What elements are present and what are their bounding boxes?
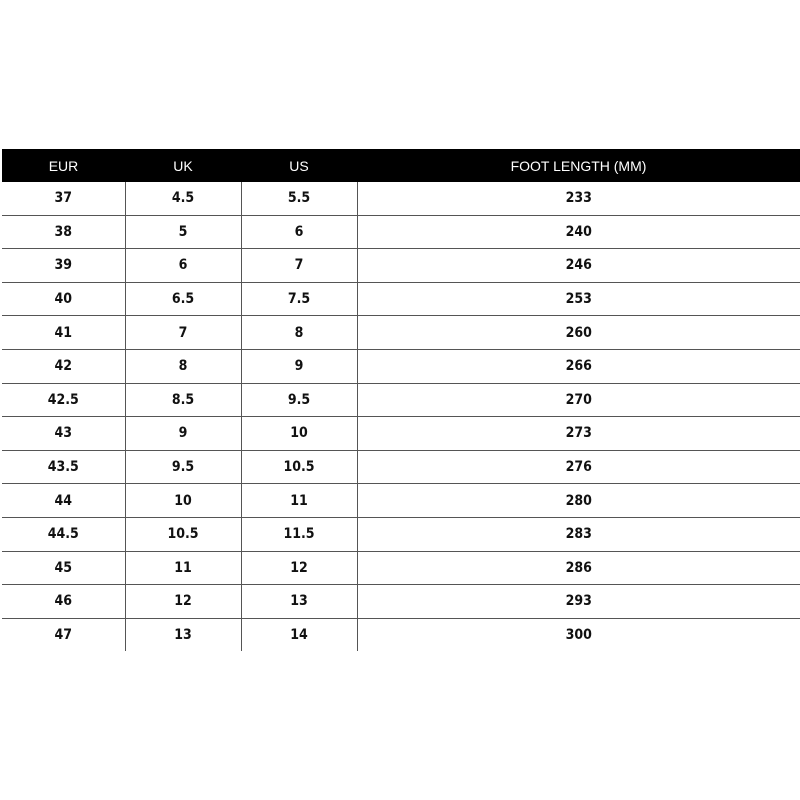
table-row xyxy=(2,618,800,651)
eur-cell: 43.5 xyxy=(2,450,125,484)
us-cell: 8 xyxy=(241,316,357,350)
eur-cell: 40 xyxy=(2,282,125,316)
table-row xyxy=(2,517,800,551)
table-body xyxy=(2,182,800,651)
us-cell: 9.5 xyxy=(241,383,357,417)
uk-cell: 11 xyxy=(125,551,241,585)
uk-cell: 6.5 xyxy=(125,282,241,316)
uk-cell: 13 xyxy=(125,618,241,651)
foot-length-cell: 300 xyxy=(357,618,800,651)
header-uk: UK xyxy=(125,149,241,182)
table-row xyxy=(2,585,800,619)
uk-cell: 8.5 xyxy=(125,383,241,417)
us-cell: 9 xyxy=(241,349,357,383)
foot-length-cell: 283 xyxy=(357,517,800,551)
eur-cell: 41 xyxy=(2,316,125,350)
foot-length-cell: 293 xyxy=(357,585,800,619)
eur-cell: 39 xyxy=(2,249,125,283)
us-cell: 13 xyxy=(241,585,357,619)
us-cell: 11 xyxy=(241,484,357,518)
uk-cell: 9 xyxy=(125,417,241,451)
us-cell: 6 xyxy=(241,215,357,249)
header-eur: EUR xyxy=(2,149,125,182)
eur-cell: 46 xyxy=(2,585,125,619)
us-cell: 10 xyxy=(241,417,357,451)
foot-length-cell: 266 xyxy=(357,349,800,383)
eur-cell: 47 xyxy=(54,627,73,644)
foot-length-cell: 253 xyxy=(357,282,800,316)
header-row xyxy=(2,149,800,182)
us-cell: 10.5 xyxy=(241,450,357,484)
table-row xyxy=(2,316,800,350)
uk-cell: 6 xyxy=(125,249,241,283)
foot-length-cell: 233 xyxy=(357,182,800,215)
us-cell: 14 xyxy=(241,618,357,651)
header-foot-length: FOOT LENGTH (MM) xyxy=(357,149,800,182)
foot-length-cell: 276 xyxy=(357,450,800,484)
uk-cell: 12 xyxy=(125,585,241,619)
table-row xyxy=(2,551,800,585)
table-row xyxy=(2,484,800,518)
eur-cell: 42 xyxy=(2,349,125,383)
table-header xyxy=(2,149,800,182)
uk-cell: 4.5 xyxy=(125,182,241,215)
table-row xyxy=(2,282,800,316)
table-row xyxy=(2,450,800,484)
uk-cell: 10 xyxy=(125,484,241,518)
table-row xyxy=(2,349,800,383)
size-chart-table xyxy=(2,149,800,651)
uk-cell: 8 xyxy=(125,349,241,383)
uk-cell: 9.5 xyxy=(125,450,241,484)
foot-length-cell: 270 xyxy=(357,383,800,417)
table-row xyxy=(2,383,800,417)
table-row xyxy=(2,417,800,451)
uk-cell: 5 xyxy=(125,215,241,249)
eur-cell: 44.5 xyxy=(2,517,125,551)
foot-length-cell: 246 xyxy=(357,249,800,283)
uk-cell: 10.5 xyxy=(125,517,241,551)
uk-cell: 7 xyxy=(125,316,241,350)
eur-cell: 38 xyxy=(2,215,125,249)
table-row xyxy=(2,215,800,249)
eur-cell: 44 xyxy=(2,484,125,518)
foot-length-cell: 260 xyxy=(357,316,800,350)
eur-cell: 37 xyxy=(2,182,125,215)
foot-length-cell: 273 xyxy=(357,417,800,451)
foot-length-cell: 240 xyxy=(357,215,800,249)
table-row xyxy=(2,182,800,215)
eur-cell: 43 xyxy=(2,417,125,451)
us-cell: 12 xyxy=(241,551,357,585)
us-cell: 5.5 xyxy=(241,182,357,215)
eur-cell: 42.5 xyxy=(2,383,125,417)
table-row xyxy=(2,249,800,283)
us-cell: 7.5 xyxy=(241,282,357,316)
eur-cell: 45 xyxy=(2,551,125,585)
header-us: US xyxy=(241,149,357,182)
us-cell: 7 xyxy=(241,249,357,283)
foot-length-cell: 286 xyxy=(357,551,800,585)
us-cell: 11.5 xyxy=(241,517,357,551)
foot-length-cell: 280 xyxy=(357,484,800,518)
